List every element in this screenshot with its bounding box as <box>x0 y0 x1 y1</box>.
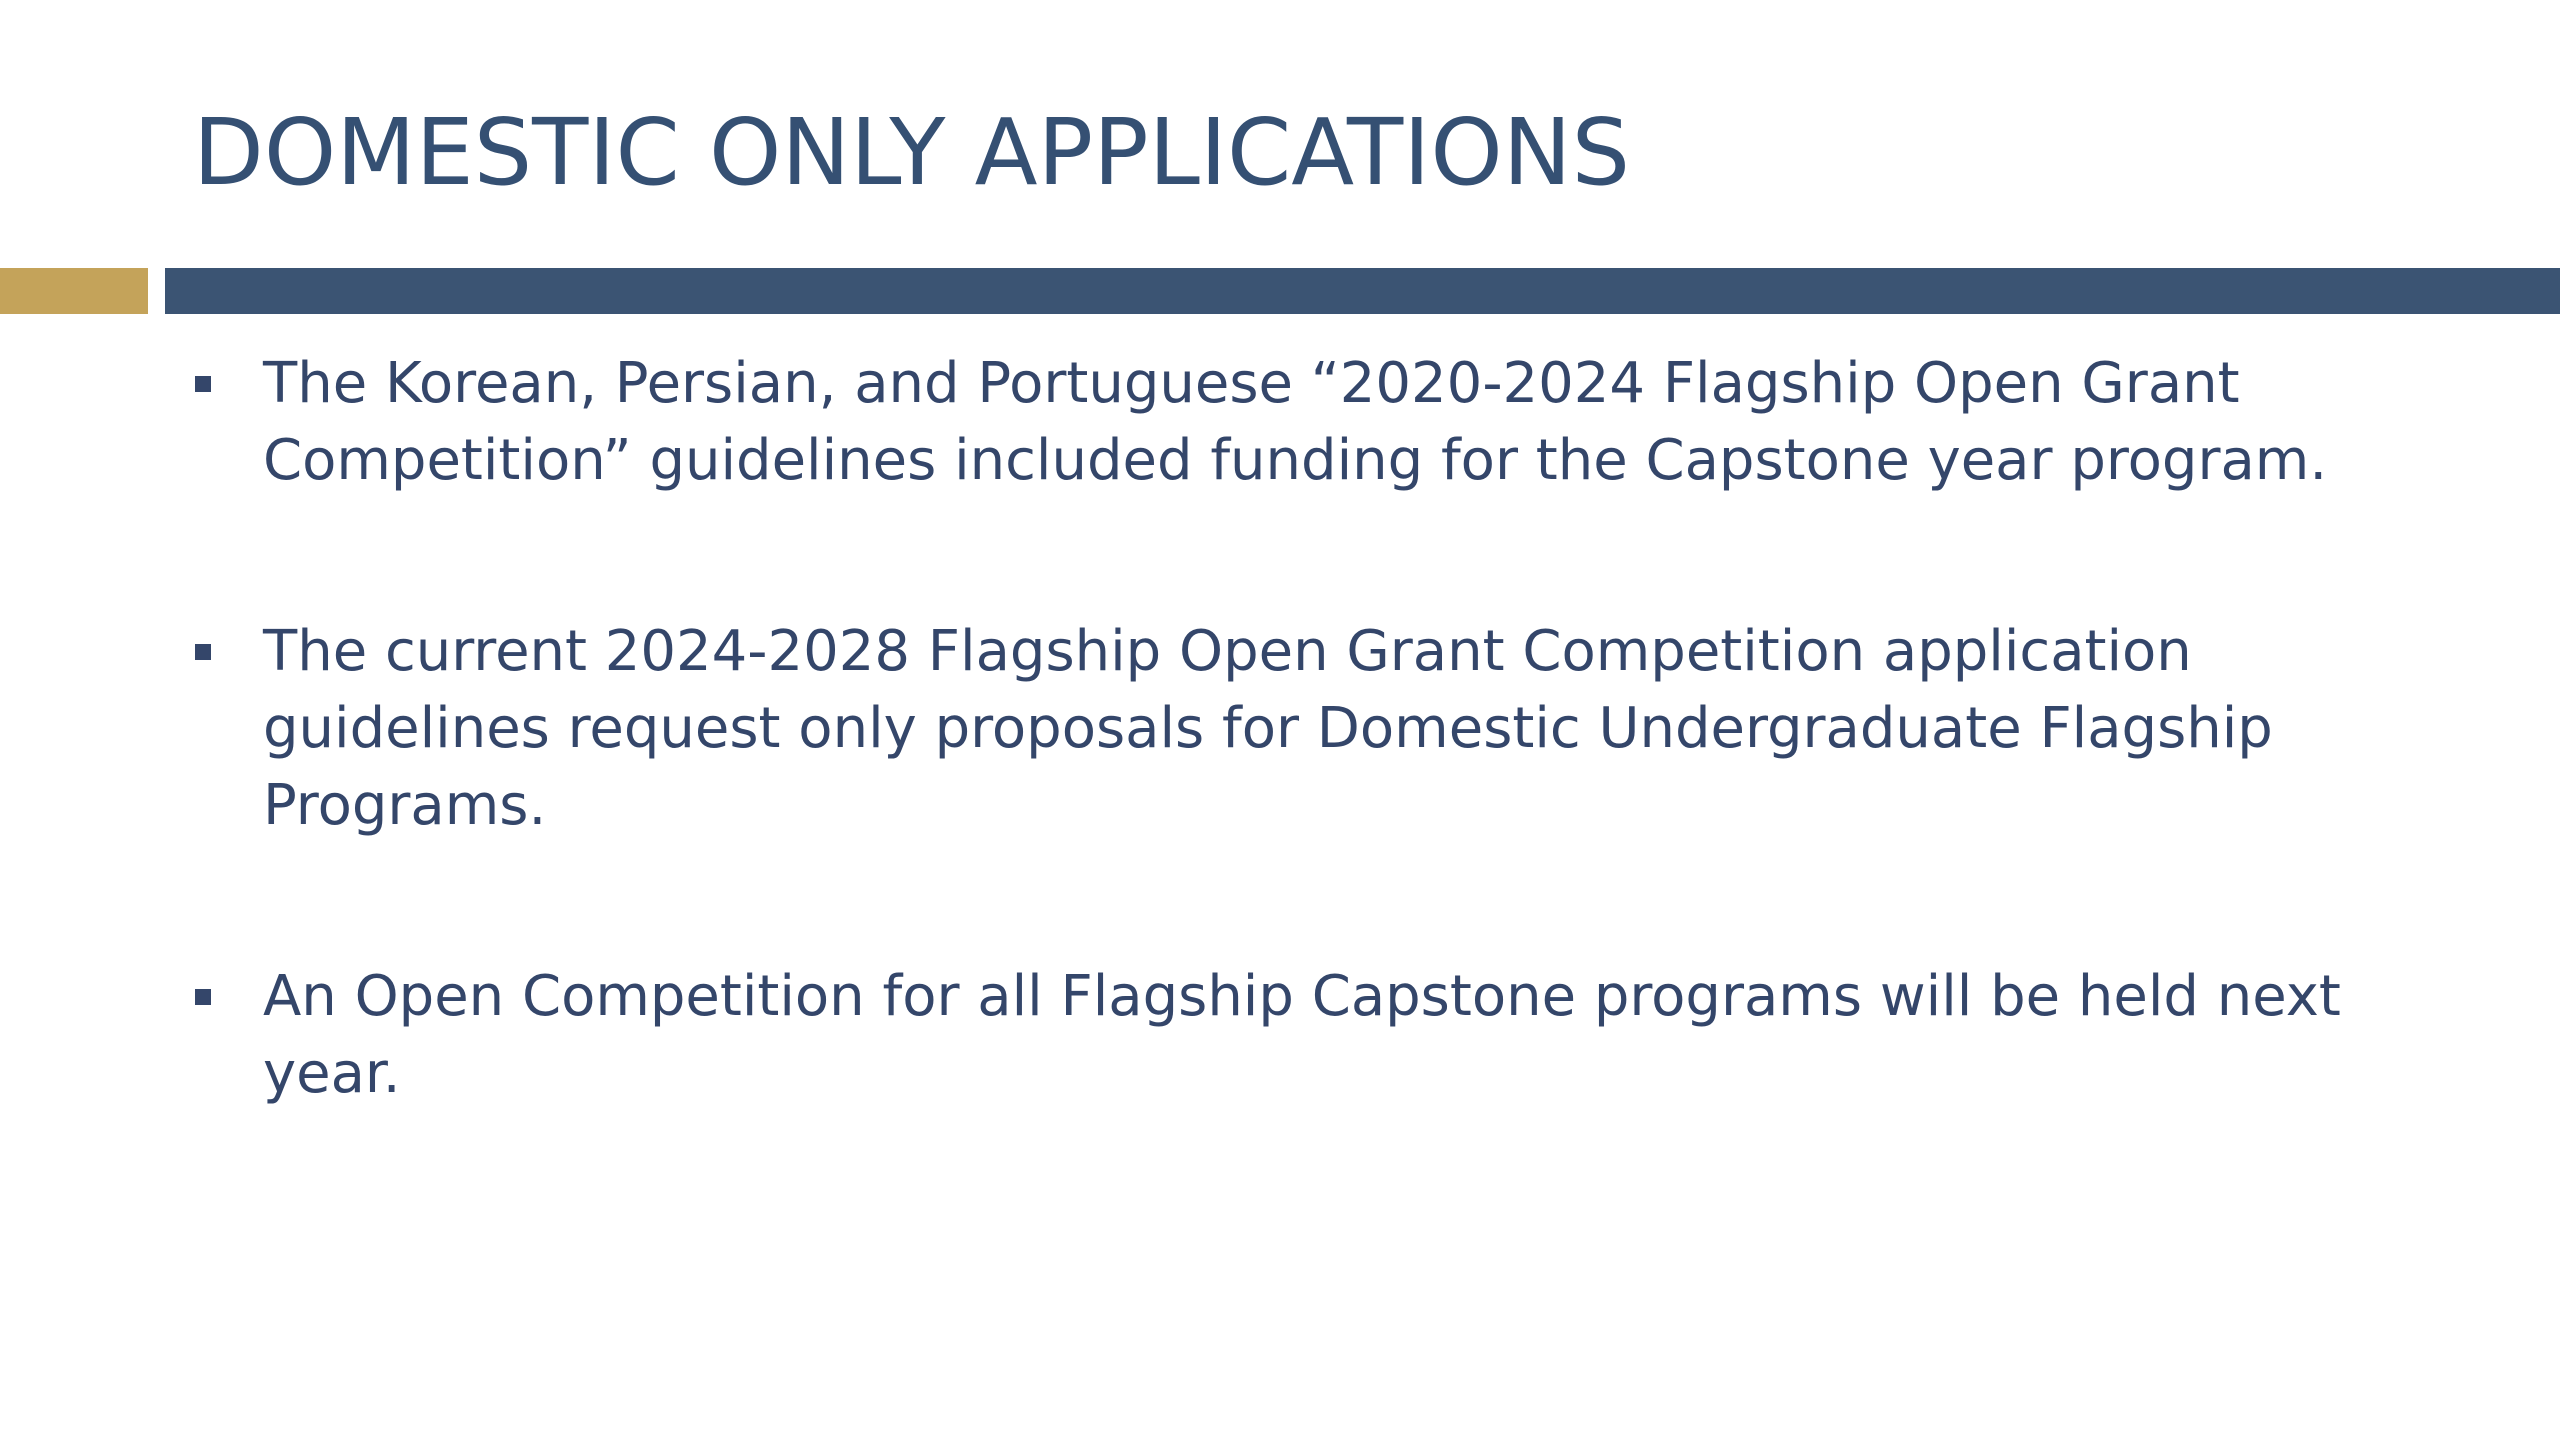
bullet-item <box>190 345 2450 499</box>
bullet-text: The Korean, Persian, and Portuguese “2020-2024 Flagship Open Grant Competition” guidelines included funding for the Capstone year program. <box>263 351 2328 493</box>
square-bullet-icon <box>195 644 211 660</box>
bullet-item <box>190 613 2450 844</box>
accent-bar-navy <box>165 268 2560 314</box>
slide-title: DOMESTIC ONLY APPLICATIONS <box>193 99 1630 206</box>
accent-bar-gold <box>0 268 148 314</box>
square-bullet-icon <box>195 376 211 392</box>
bullet-item <box>190 958 2450 1112</box>
bullet-text: The current 2024-2028 Flagship Open Grant Competition application guidelines request only proposals for Domestic Undergraduate Flagship Programs. <box>263 619 2273 838</box>
square-bullet-icon <box>195 989 211 1005</box>
bullet-list <box>190 345 2450 1226</box>
bullet-text: An Open Competition for all Flagship Capstone programs will be held next year. <box>263 964 2341 1106</box>
